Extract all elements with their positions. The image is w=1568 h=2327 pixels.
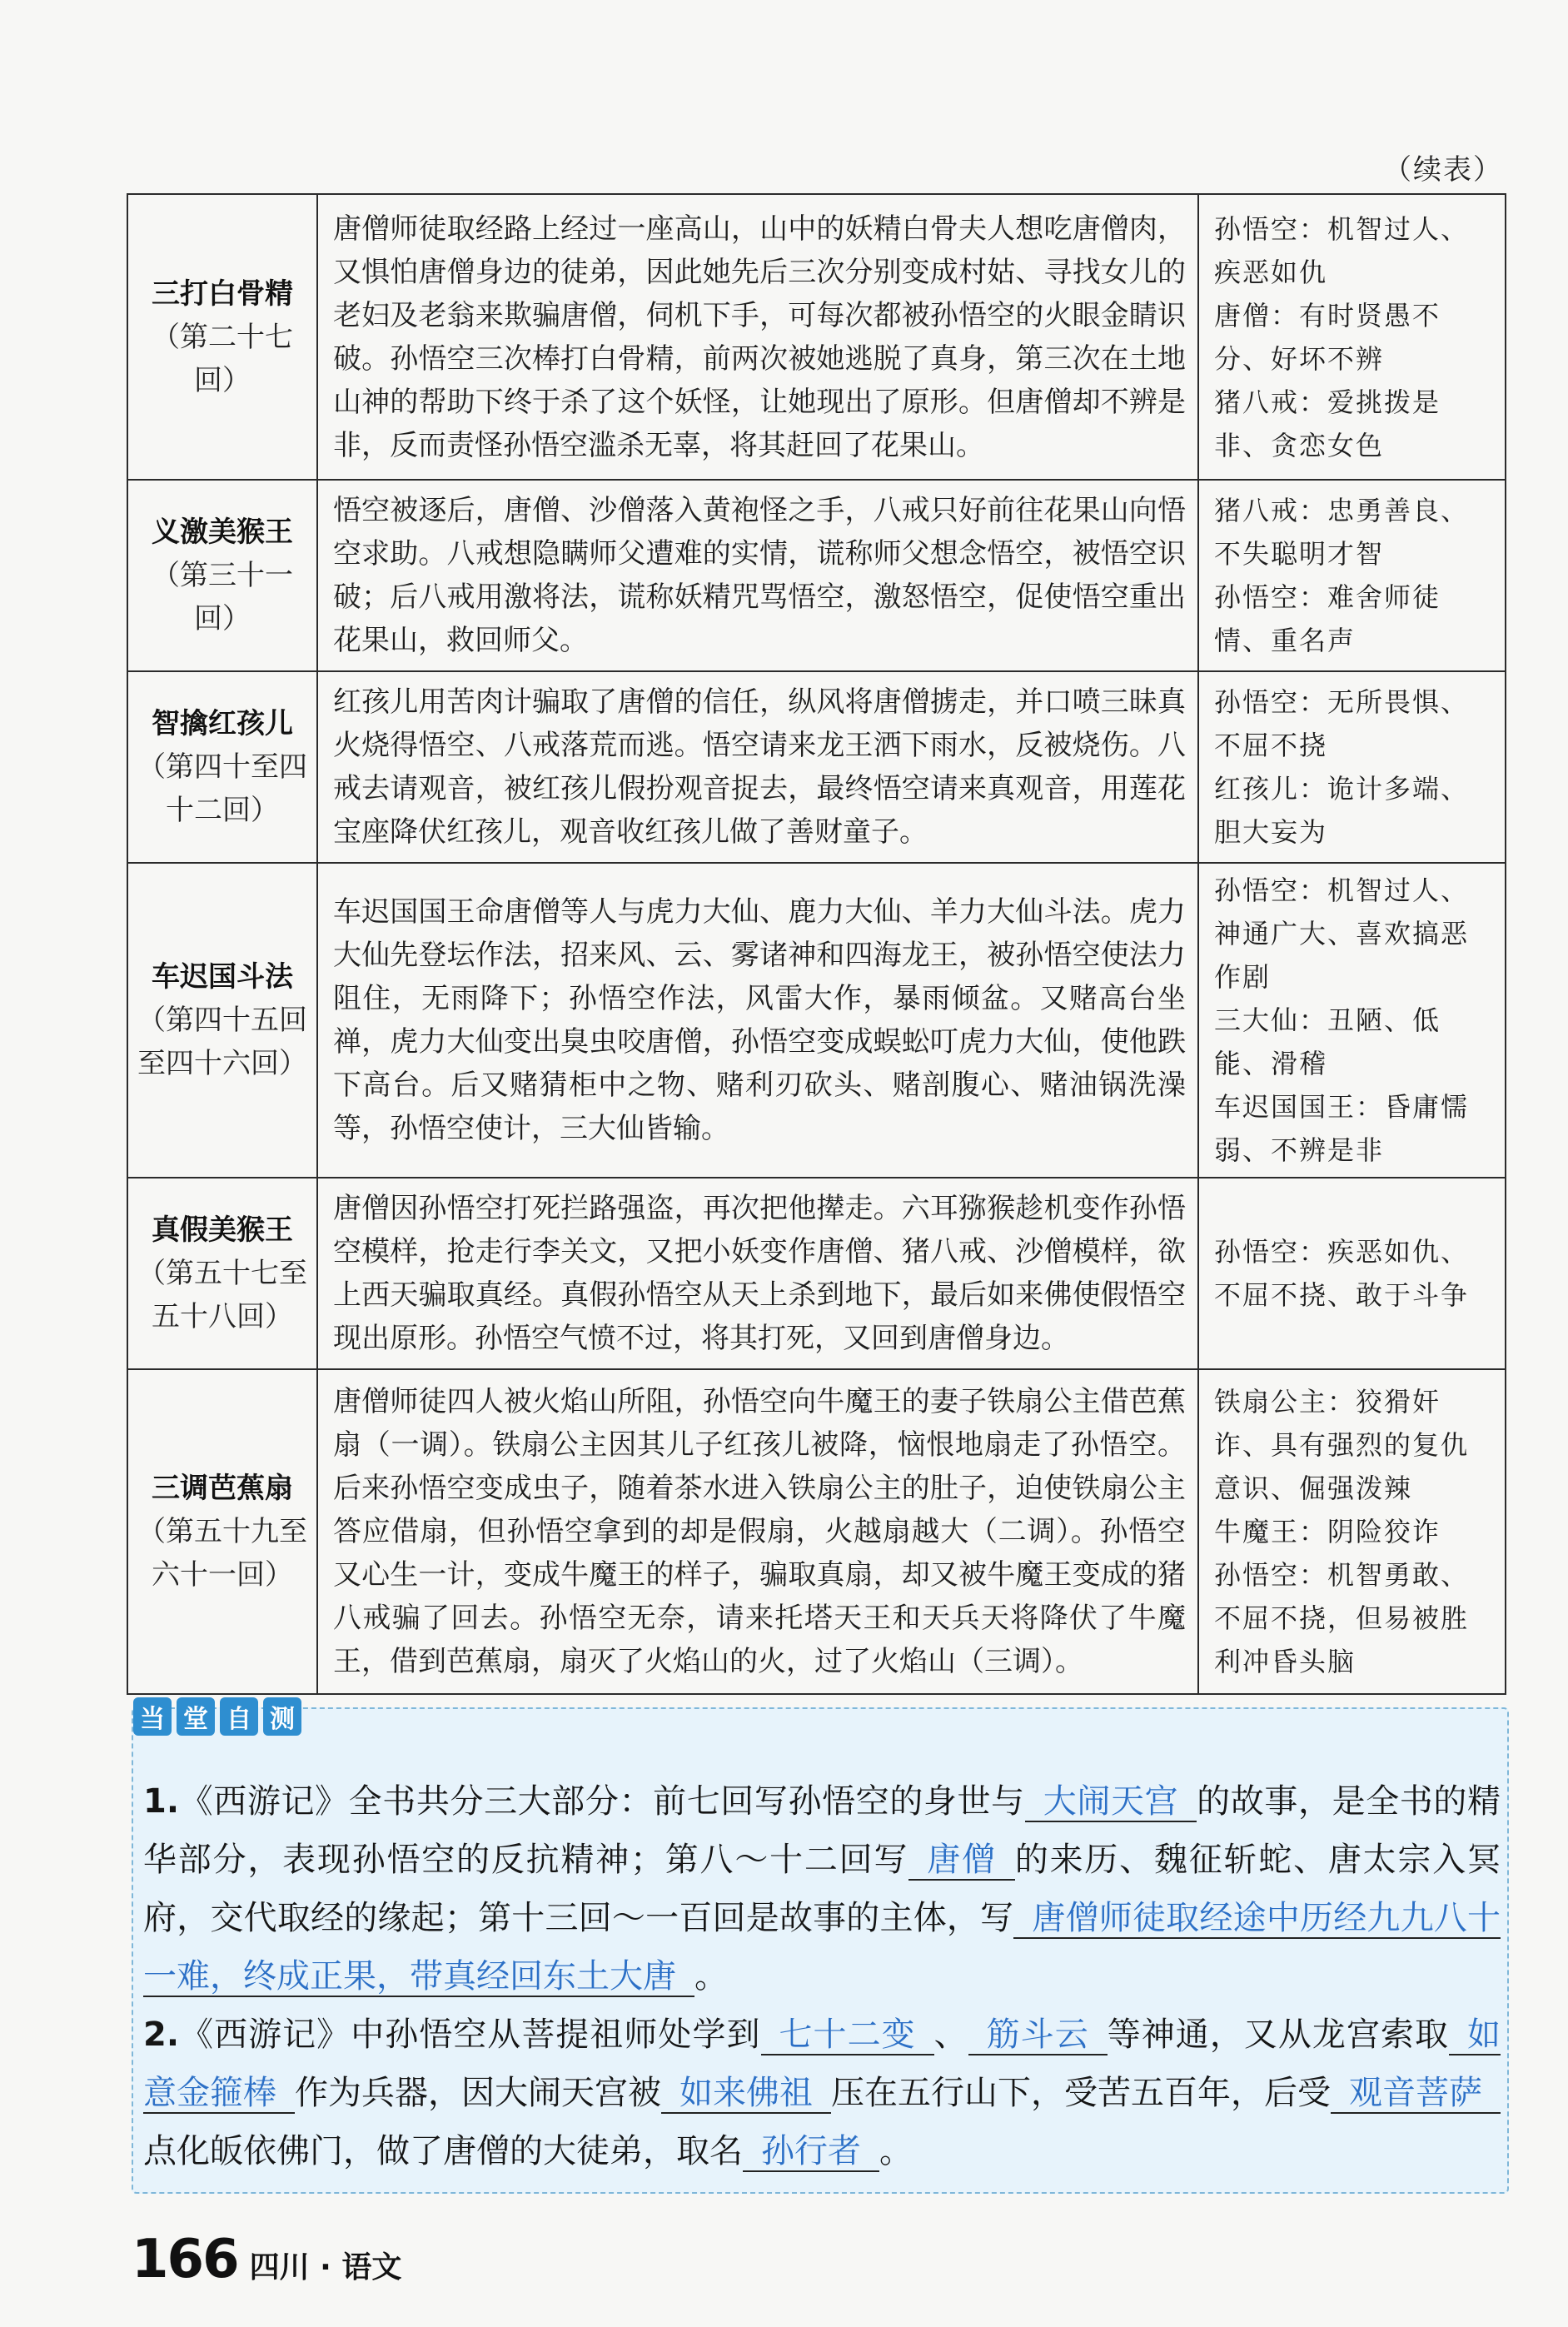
question-text: 、 bbox=[933, 2016, 968, 2054]
question-text: 。 bbox=[694, 1957, 728, 1996]
episode-title-cell bbox=[127, 671, 317, 863]
tag-char: 堂 bbox=[177, 1697, 215, 1736]
episode-chapter: （第三十一回） bbox=[152, 559, 293, 635]
character-trait: 孙悟空：机智过人、神通广大、喜欢搞恶作剧 bbox=[1214, 874, 1470, 993]
character-trait: 孙悟空：难舍师徒情、重名声 bbox=[1214, 581, 1441, 656]
answer-blank: 唐僧师徒取经途中历经九九八十一难，终成正果，带真经回东土大唐 bbox=[143, 1899, 1501, 1996]
episode-summary: 唐僧因孙悟空打死拦路强盗，再次把他撵走。六耳猕猴趁机变作孙悟空模样，抢走行李关文，又把小妖变作唐僧、猪八戒、沙僧模样，欲上西天骗取真经。真假孙悟空从天上杀到地下，最后如来佛使假悟空现出原形。孙悟空气愤不过，将其打死，又回到唐僧身边。 bbox=[317, 1178, 1198, 1369]
self-test-questions bbox=[143, 1772, 1501, 2180]
character-trait: 孙悟空：机智过人、疾恶如仇 bbox=[1214, 212, 1470, 288]
character-traits bbox=[1198, 863, 1506, 1178]
episode-title-cell bbox=[127, 1369, 317, 1694]
episode-summary: 唐僧师徒取经路上经过一座高山，山中的妖精白骨夫人想吃唐僧肉，又惧怕唐僧身边的徒弟，因此她先后三次分别变成村姑、寻找女儿的老妇及老翁来欺骗唐僧，伺机下手，可每次都被孙悟空的火眼金睛识破。孙悟空三次棒打白骨精，前两次被她逃脱了真身，第三次在土地山神的帮助下终于杀了这个妖怪，让她现出了原形。但唐僧却不辨是非，反而责怪孙悟空滥杀无辜，将其赶回了花果山。 bbox=[317, 194, 1198, 480]
character-trait: 铁扇公主：狡猾奸诈、具有强烈的复仇意识、倔强泼辣 bbox=[1214, 1386, 1470, 1504]
question-number: 2. bbox=[143, 2016, 180, 2054]
footer-label: 四川 · 语文 bbox=[249, 2250, 402, 2285]
character-trait: 孙悟空：疾恶如仇、不屈不挠、敢于斗争 bbox=[1214, 1236, 1470, 1311]
question-text: 作为兵器，因大闹天宫被 bbox=[295, 2074, 661, 2112]
page-footer bbox=[132, 2229, 401, 2290]
episode-name: 三调芭蕉扇 bbox=[152, 1472, 293, 1505]
character-trait: 猪八戒：忠勇善良、不失聪明才智 bbox=[1214, 495, 1470, 570]
character-traits bbox=[1198, 480, 1506, 671]
character-traits bbox=[1198, 671, 1506, 863]
episode-summary: 车迟国国王命唐僧等人与虎力大仙、鹿力大仙、羊力大仙斗法。虎力大仙先登坛作法，招来风、云、雾诸神和四海龙王，被孙悟空使法力阻住，无雨降下；孙悟空作法，风雷大作，暴雨倾盆。又赌高台坐禅，虎力大仙变出臭虫咬唐僧，孙悟空变成蜈蚣叮虎力大仙，使他跌下高台。后又赌猜柜中之物、赌利刃砍头、赌剖腹心、赌油锅洗澡等，孙悟空使计，三大仙皆输。 bbox=[317, 863, 1198, 1178]
answer-blank: 大闹天宫 bbox=[1025, 1782, 1197, 1822]
character-trait: 猪八戒：爱挑拨是非、贪恋女色 bbox=[1214, 386, 1441, 461]
tag-char: 测 bbox=[263, 1697, 301, 1736]
character-trait: 红孩儿：诡计多端、胆大妄为 bbox=[1214, 773, 1470, 848]
table-row bbox=[127, 863, 1506, 1178]
question-text: 点化皈依佛门，做了唐僧的大徒弟，取名 bbox=[143, 2132, 743, 2170]
answer-blank: 孙行者 bbox=[743, 2132, 879, 2172]
episode-name: 智擒红孩儿 bbox=[152, 707, 293, 740]
character-trait: 车迟国国王：昏庸懦弱、不辨是非 bbox=[1214, 1091, 1470, 1166]
episode-chapter: （第四十至四十二回） bbox=[137, 750, 307, 827]
self-test-tag bbox=[133, 1697, 301, 1736]
character-trait: 孙悟空：机智勇敢、不屈不挠，但易被胜利冲昏头脑 bbox=[1214, 1559, 1470, 1677]
episode-title-cell bbox=[127, 863, 317, 1178]
answer-blank: 如来佛祖 bbox=[661, 2074, 831, 2114]
question-text: 压在五行山下，受苦五百年，后受 bbox=[831, 2074, 1331, 2112]
question-text: 的故事，是全书的精华部分，表现孙悟空的反抗精神；第八～十二回写 bbox=[143, 1782, 1501, 1879]
tag-char: 当 bbox=[133, 1697, 172, 1736]
answer-blank: 观音菩萨 bbox=[1331, 2074, 1501, 2114]
tag-char: 自 bbox=[220, 1697, 258, 1736]
table-row bbox=[127, 194, 1506, 480]
question-text: 的来历、魏征斩蛇、唐太宗入冥府，交代取经的缘起；第十三回～一百回是故事的主体，写 bbox=[143, 1841, 1501, 1937]
episode-title-cell bbox=[127, 1178, 317, 1369]
question-2 bbox=[143, 2006, 1501, 2180]
question-text: 等神通，又从龙宫索取 bbox=[1107, 2016, 1450, 2054]
page-number: 166 bbox=[132, 2229, 238, 2290]
plot-summary-table bbox=[127, 193, 1506, 1695]
character-traits bbox=[1198, 1369, 1506, 1694]
question-text: 《西游记》中孙悟空从菩提祖师处学到 bbox=[179, 2016, 761, 2054]
continued-label: （续表） bbox=[1383, 153, 1503, 187]
table-row bbox=[127, 480, 1506, 671]
episode-summary: 唐僧师徒四人被火焰山所阻，孙悟空向牛魔王的妻子铁扇公主借芭蕉扇（一调）。铁扇公主因其儿子红孩儿被降，恼恨地扇走了孙悟空。后来孙悟空变成虫子，随着茶水进入铁扇公主的肚子，迫使铁扇公主答应借扇，但孙悟空拿到的却是假扇，火越扇越大（二调）。孙悟空又心生一计，变成牛魔王的样子，骗取真扇，却又被牛魔王变成的猪八戒骗了回去。孙悟空无奈，请来托塔天王和天兵天将降伏了牛魔王，借到芭蕉扇，扇灭了火焰山的火，过了火焰山（三调）。 bbox=[317, 1369, 1198, 1694]
character-trait: 唐僧：有时贤愚不分、好坏不辨 bbox=[1214, 299, 1441, 375]
character-trait: 三大仙：丑陋、低能、滑稽 bbox=[1214, 1004, 1441, 1079]
self-test-box bbox=[132, 1707, 1509, 2194]
episode-name: 真假美猴王 bbox=[152, 1213, 293, 1247]
episode-chapter: （第二十七回） bbox=[152, 320, 293, 397]
episode-name: 三打白骨精 bbox=[152, 277, 293, 311]
answer-blank: 七十二变 bbox=[761, 2016, 934, 2055]
table-row bbox=[127, 671, 1506, 863]
character-trait: 孙悟空：无所畏惧、不屈不挠 bbox=[1214, 686, 1470, 761]
episode-chapter: （第四十五回至四十六回） bbox=[137, 1004, 307, 1080]
episode-title-cell bbox=[127, 480, 317, 671]
episode-name: 义激美猴王 bbox=[152, 516, 293, 549]
table-row bbox=[127, 1178, 1506, 1369]
character-traits bbox=[1198, 1178, 1506, 1369]
episode-name: 车迟国斗法 bbox=[152, 960, 293, 994]
table-row bbox=[127, 1369, 1506, 1694]
question-number: 1. bbox=[143, 1782, 180, 1821]
episode-summary: 悟空被逐后，唐僧、沙僧落入黄袍怪之手，八戒只好前往花果山向悟空求助。八戒想隐瞒师父遭难的实情，谎称师父想念悟空，被悟空识破；后八戒用激将法，谎称妖精咒骂悟空，激怒悟空，促使悟空重出花果山，救回师父。 bbox=[317, 480, 1198, 671]
character-traits bbox=[1198, 194, 1506, 480]
episode-summary: 红孩儿用苦肉计骗取了唐僧的信任，纵风将唐僧掳走，并口喷三昧真火烧得悟空、八戒落荒而逃。悟空请来龙王洒下雨水，反被烧伤。八戒去请观音，被红孩儿假扮观音捉去，最终悟空请来真观音，用莲花宝座降伏红孩儿，观音收红孩儿做了善财童子。 bbox=[317, 671, 1198, 863]
character-trait: 牛魔王：阴险狡诈 bbox=[1214, 1516, 1441, 1547]
answer-blank: 如意金箍棒 bbox=[143, 2016, 1501, 2112]
question-text: 《西游记》全书共分三大部分：前七回写孙悟空的身世与 bbox=[179, 1782, 1025, 1821]
episode-chapter: （第五十七至五十八回） bbox=[137, 1257, 307, 1333]
question-1 bbox=[143, 1772, 1501, 2006]
episode-title-cell bbox=[127, 194, 317, 480]
question-text: 。 bbox=[879, 2132, 913, 2170]
answer-blank: 筋斗云 bbox=[968, 2016, 1108, 2055]
episode-chapter: （第五十九至六十一回） bbox=[137, 1515, 307, 1592]
answer-blank: 唐僧 bbox=[908, 1841, 1015, 1881]
